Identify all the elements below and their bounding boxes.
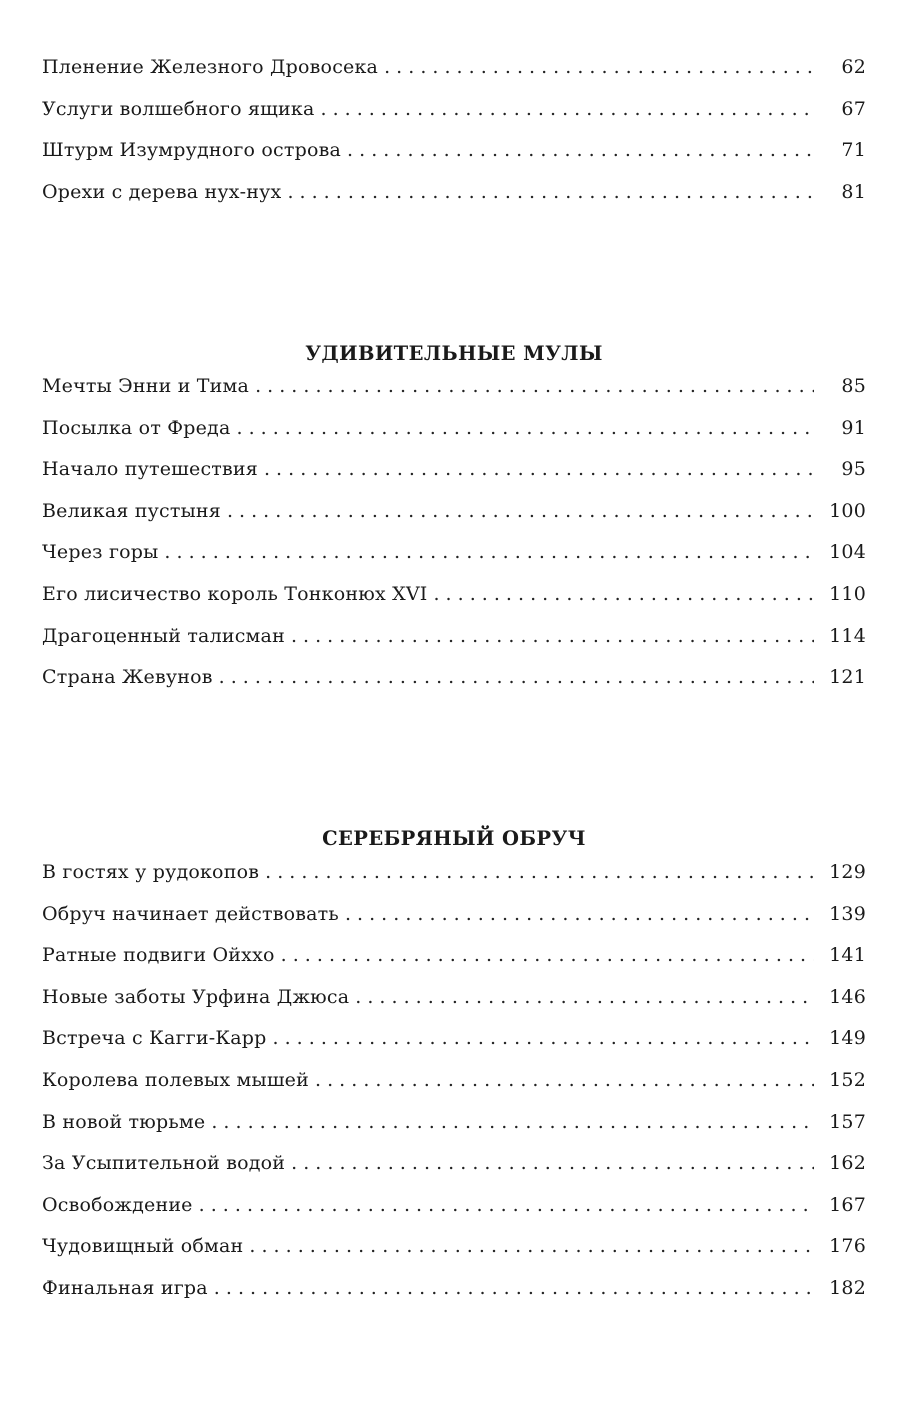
- toc-entry-title: Встреча с Кагги-Карр: [42, 1027, 267, 1050]
- toc-entry-page: 121: [829, 666, 866, 689]
- toc-entry: [42, 181, 866, 223]
- section-heading-mules: УДИВИТЕЛЬНЫЕ МУЛЫ: [305, 342, 603, 365]
- toc-entry: [42, 1277, 866, 1319]
- toc-entry: [42, 1027, 866, 1069]
- toc-entry-page: 129: [829, 861, 866, 883]
- dot-leader: [214, 1277, 814, 1299]
- toc-entry-title: Штурм Изумрудного острова: [42, 139, 342, 162]
- toc-entry-title: Мечты Энни и Тима: [42, 375, 250, 397]
- toc-entry-title: Новые заботы Урфина Джюса: [42, 985, 350, 1008]
- toc-entry-page: 149: [829, 1027, 866, 1050]
- toc-entry: [42, 944, 866, 986]
- toc-entry: [42, 1235, 866, 1277]
- dot-leader: [227, 500, 814, 522]
- toc-entry-title: Королева полевых мышей: [42, 1068, 309, 1091]
- dot-leader: [347, 139, 814, 161]
- toc-entry-title: В гостях у рудокопов: [42, 861, 260, 883]
- toc-entry-title: Драгоценный талисман: [42, 624, 285, 647]
- toc-entry-title: Освобождение: [42, 1193, 193, 1216]
- toc-entry-title: В новой тюрьме: [42, 1110, 206, 1133]
- dot-leader: [345, 903, 814, 925]
- toc-entry-page: 162: [829, 1152, 866, 1175]
- dot-leader: [164, 541, 814, 563]
- dot-leader: [355, 986, 814, 1008]
- toc-entry: [42, 1111, 866, 1153]
- toc-entry: [42, 1194, 866, 1236]
- dot-leader: [315, 1069, 814, 1091]
- toc-entry-title: Финальная игра: [42, 1276, 208, 1299]
- dot-leader: [281, 944, 814, 966]
- dot-leader: [287, 181, 814, 203]
- toc-entry-title: Великая пустыня: [42, 499, 221, 522]
- toc-entry-page: 176: [829, 1235, 866, 1258]
- toc-entry: [42, 56, 866, 98]
- dot-leader: [236, 417, 814, 439]
- dot-leader: [219, 666, 814, 688]
- toc-entry-page: 62: [841, 56, 866, 78]
- toc-entry: [42, 625, 866, 667]
- dot-leader: [291, 625, 814, 647]
- dot-leader: [249, 1235, 814, 1257]
- toc-entry: [42, 986, 866, 1028]
- toc-entry-page: 67: [841, 97, 866, 120]
- dot-leader: [384, 56, 814, 78]
- toc-entry-page: 104: [829, 541, 866, 564]
- toc-entry-page: 85: [841, 375, 866, 397]
- toc-entry-title: Ратные подвиги Ойххо: [42, 944, 275, 967]
- toc-entry-title: Обруч начинает действовать: [42, 902, 339, 925]
- dot-leader: [265, 861, 814, 883]
- toc-entry-page: 152: [829, 1068, 866, 1091]
- toc-entry: [42, 375, 866, 417]
- section-heading-hoop: СЕРЕБРЯНЫЙ ОБРУЧ: [322, 827, 586, 850]
- toc-entry: [42, 666, 866, 708]
- toc-entry-title: Пленение Железного Дровосека: [42, 56, 379, 78]
- toc-entry: [42, 541, 866, 583]
- toc-entry-page: 167: [829, 1193, 866, 1216]
- dot-leader: [320, 98, 814, 120]
- toc-section-top: [42, 56, 866, 222]
- toc-entry: [42, 903, 866, 945]
- toc-entry: [42, 1152, 866, 1194]
- toc-entry: [42, 139, 866, 181]
- toc-entry-page: 157: [829, 1110, 866, 1133]
- toc-entry-title: Услуги волшебного ящика: [42, 97, 315, 120]
- dot-leader: [291, 1152, 814, 1174]
- toc-entry-page: 146: [829, 985, 866, 1008]
- toc-entry: [42, 500, 866, 542]
- dot-leader: [255, 375, 814, 397]
- toc-entry-title: Начало путешествия: [42, 458, 258, 481]
- toc-entry-title: Орехи с дерева нух-нух: [42, 180, 282, 203]
- toc-entry: [42, 458, 866, 500]
- toc-entry-title: Посылка от Фреда: [42, 416, 231, 439]
- toc-section-mules: [42, 375, 866, 708]
- dot-leader: [433, 583, 814, 605]
- toc-entry-title: Его лисичество король Тонконюх XVI: [42, 582, 428, 605]
- toc-entry-title: Через горы: [42, 541, 159, 564]
- toc-entry: [42, 1069, 866, 1111]
- toc-entry-page: 100: [829, 499, 866, 522]
- toc-entry-page: 95: [841, 458, 866, 481]
- toc-entry-title: Чудовищный обман: [42, 1235, 244, 1258]
- toc-entry-page: 91: [841, 416, 866, 439]
- toc-entry-page: 71: [841, 139, 866, 162]
- toc-entry-page: 141: [829, 944, 866, 967]
- toc-entry-page: 110: [829, 582, 866, 605]
- dot-leader: [211, 1111, 814, 1133]
- dot-leader: [199, 1194, 814, 1216]
- toc-entry-page: 114: [829, 624, 866, 647]
- toc-entry: [42, 861, 866, 903]
- dot-leader: [273, 1027, 814, 1049]
- toc-entry-page: 139: [829, 902, 866, 925]
- toc-entry-page: 81: [841, 180, 866, 203]
- toc-entry: [42, 583, 866, 625]
- toc-entry: [42, 98, 866, 140]
- dot-leader: [264, 458, 814, 480]
- toc-entry-page: 182: [829, 1276, 866, 1299]
- toc-entry-title: Страна Жевунов: [42, 666, 213, 689]
- toc-entry-title: За Усыпительной водой: [42, 1152, 286, 1175]
- toc-section-hoop: [42, 861, 866, 1319]
- toc-entry: [42, 417, 866, 459]
